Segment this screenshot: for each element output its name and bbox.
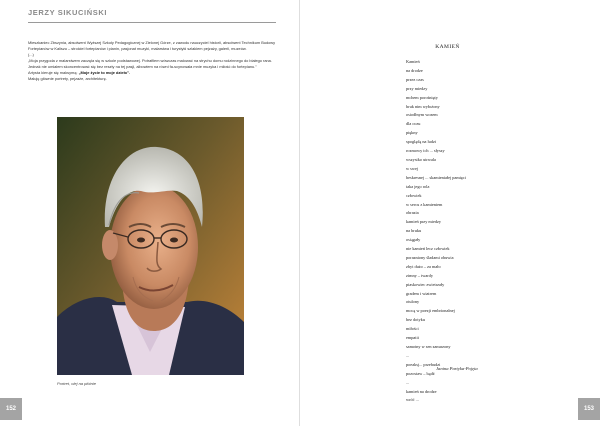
bio-closing: Maluję głównie portrety, pejzaże, architekturę. (28, 76, 107, 81)
poem-line: człowiek (406, 192, 422, 198)
poem-line: na bruku (406, 228, 422, 234)
bio-paragraph: Mieszkaniec Zbszynia, absolwent Wyższej Szkoły Pedagogicznej w Zielonej Górze, z zawodu nauczyciel historii, absolwent Technikum Budowy Fortepianów w Kaliszu – stroiciel fortepianów i pianin, pasjonat muzyki, malarstwa i turystyki szlakiem pejzaży, galerii, muzeów. (28, 40, 276, 51)
poem-body (406, 58, 516, 405)
poem-line: mchem porośnięty (406, 94, 438, 100)
poem-title: KAMIEŃ (435, 44, 460, 50)
page-number-right: 153 (578, 398, 600, 420)
poem-line: zimny – twardy (406, 272, 433, 278)
bio-quote: „Moja przygoda z malarstwem zaczęła się w szkole podstawowej. Potrafiłem wówczas malować na strychu domu rodzinnego do białego rana. Jednak nie umiałem skoncentrować się bez reszty na tej pasji, albowiem na równi fa-scynowała mnie muzyka i miłość do fortepianu.” (28, 58, 272, 69)
heading-rule (28, 22, 276, 23)
poem-line: rozmowy ich ... słyszy (406, 148, 445, 154)
poem-line: wróć ... (406, 397, 419, 403)
portrait-painting (57, 117, 244, 375)
poem-line: osiągały (406, 237, 421, 243)
poem-line: w sercu z kamieniem (406, 201, 443, 207)
poem-line: miłości (406, 326, 419, 332)
poem-line: kamień przy miedzy (406, 219, 442, 225)
poem-line: bruk nim wyłożony (406, 103, 440, 109)
poem-line: obrazia (406, 210, 419, 216)
motto-intro: Artysta kieruje się maksymą: (28, 70, 78, 75)
poem-line: piaskowiec zwietrzały (406, 281, 445, 287)
poem-line: na drodze (406, 67, 423, 73)
poem-line: ... (406, 352, 410, 358)
poem-line: ... (406, 379, 410, 385)
page-number-left: 152 (0, 398, 22, 420)
bio-ellipsis: (...) (28, 52, 34, 57)
poem-line: nie kamień lecz człowiek (406, 246, 450, 252)
poem-line: osiodłnym wozem (406, 112, 438, 118)
poem-line: Kamień (406, 59, 420, 64)
poem-author: Janina Partyka-Pojęta (436, 366, 478, 371)
poem-line: gradem i wiatrem (406, 290, 437, 296)
poem-line: bez dotyku (406, 317, 425, 323)
poem-line: przez czas (406, 76, 424, 82)
poem-line: porazniony śladami obuwia (406, 254, 454, 260)
right-page (300, 0, 600, 426)
poem-line: otulony (406, 299, 420, 305)
poem-line: dla oczu (406, 121, 421, 127)
motto: „Moje życie to moje dzieło”. (78, 70, 131, 75)
poem-line: pozostaw – bądź (406, 370, 435, 376)
poem-line: przy miedzy (406, 85, 428, 91)
author-heading: JERZY SIKUCIŃSKI (28, 8, 108, 17)
poem-line: samotny w sen zanurzony (406, 344, 451, 349)
author-bio (28, 40, 276, 82)
poem-line: taka jego rola (406, 183, 430, 189)
poem-line: poeaksj... przebudzi (406, 361, 441, 367)
poem-line: beskresnej ... skamieniałej pamięci (406, 174, 466, 180)
portrait-caption: Portret, olej na płótnie (57, 381, 96, 386)
poem-line: wszystko utrwala (406, 156, 436, 162)
poem-line: zbyt dużo – za mało (406, 263, 441, 269)
poem-line: kamień na drodze (406, 388, 437, 394)
poem-line: w swej (406, 165, 419, 171)
poem-line: piękny (406, 130, 418, 136)
poem-line: mocą w poezji embrionalnej (406, 308, 455, 314)
poem-line: empatii (406, 335, 419, 341)
poem-line: spoglądą na ludzi (406, 139, 437, 145)
